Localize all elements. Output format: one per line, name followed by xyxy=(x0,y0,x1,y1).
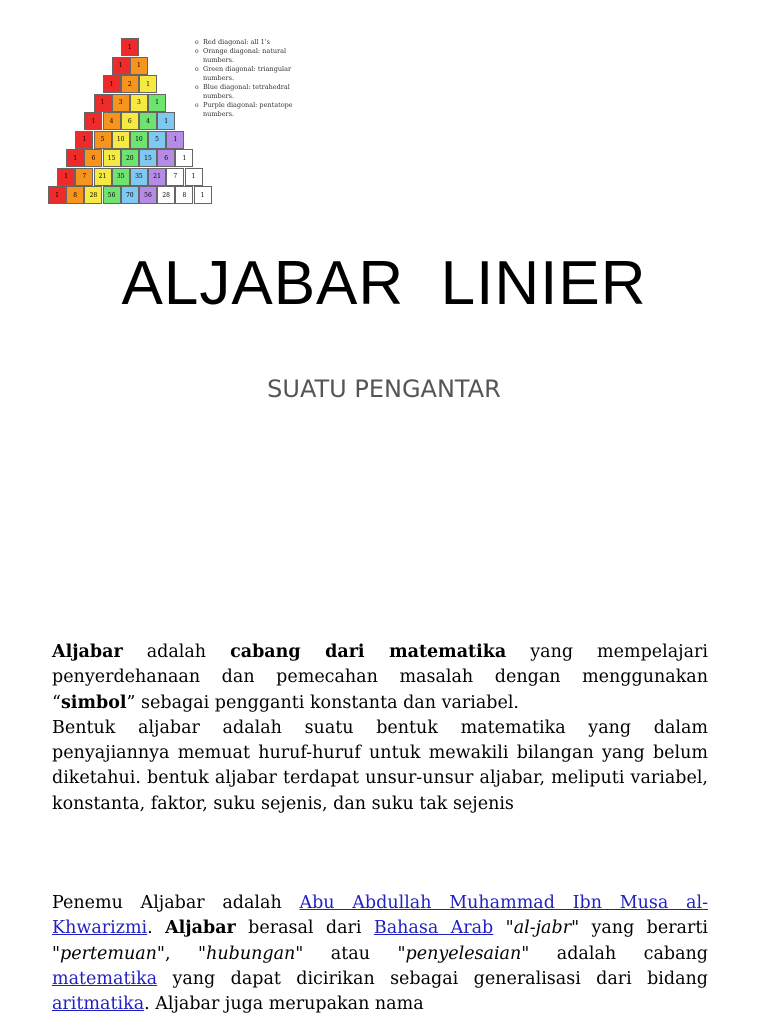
pascal-cell: 35 xyxy=(130,168,148,186)
pascal-cell: 6 xyxy=(121,112,139,130)
pascal-cell: 7 xyxy=(75,168,93,186)
term-aljabar: Aljabar xyxy=(52,642,123,662)
history-paragraph xyxy=(52,891,708,1017)
link-aritmatika[interactable]: aritmatika xyxy=(52,994,145,1015)
legend-item: o Red diagonal: all 1's xyxy=(195,38,305,47)
pascal-cell: 7 xyxy=(166,168,184,186)
pascal-cell: 3 xyxy=(130,94,148,112)
link-bahasa-arab[interactable]: Bahasa Arab xyxy=(373,918,494,939)
pascal-cell: 56 xyxy=(139,186,157,204)
pascal-cell: 10 xyxy=(112,131,130,149)
pascal-cell: 70 xyxy=(121,186,139,204)
pascal-cell: 10 xyxy=(130,131,148,149)
slide-subtitle: SUATU PENGANTAR xyxy=(267,375,501,403)
pascal-cell: 28 xyxy=(84,186,102,204)
text-span: ” sebagai pengganti konstanta dan variabel. xyxy=(126,692,519,713)
pascal-cell: 1 xyxy=(194,186,212,204)
text-span: yang dapat dicirikan sebagai generalisasi dari bidang xyxy=(157,968,708,989)
pascal-cell: 8 xyxy=(66,186,84,204)
pascal-cell: 4 xyxy=(139,112,157,130)
term-cabang: cabang dari matematika xyxy=(230,642,507,662)
text-span: , xyxy=(164,943,199,964)
text-span: . Aljabar juga merupakan nama xyxy=(144,994,424,1015)
pascal-cell: 20 xyxy=(121,149,139,167)
pascal-cell: 1 xyxy=(112,57,130,75)
legend-item: o Purple diagonal: pentatope numbers. xyxy=(195,101,305,119)
slide-title: ALJABAR LINIER xyxy=(121,249,647,318)
text-span: " xyxy=(493,918,514,939)
text-span: yang mempelajari penyerdehanaan dan pemecahan masalah dengan menggunakan “ xyxy=(52,642,708,713)
pascal-cell: 1 xyxy=(103,75,121,93)
pascal-cell: 5 xyxy=(148,131,166,149)
text-span: berasal dari xyxy=(235,918,374,939)
pascal-cell: 8 xyxy=(175,186,193,204)
pascal-cell: 1 xyxy=(175,149,193,167)
pascal-cell: 1 xyxy=(57,168,75,186)
term-aljabar-bold: Aljabar xyxy=(165,918,236,939)
pascal-cell: 1 xyxy=(185,168,203,186)
legend-item: o Blue diagonal: tetrahedral numbers. xyxy=(195,83,305,101)
pascal-cell: 1 xyxy=(148,94,166,112)
text-span: atau xyxy=(303,943,398,964)
term-penyelesaian: "penyelesaian" xyxy=(397,943,530,964)
term-simbol: simbol xyxy=(60,692,127,713)
pascal-cell: 21 xyxy=(148,168,166,186)
text-span: adalah xyxy=(122,642,231,662)
pascal-legend xyxy=(195,38,305,119)
term-pertemuan: "pertemuan" xyxy=(52,943,165,964)
pascal-cell: 1 xyxy=(121,38,139,56)
legend-item: o Orange diagonal: natural numbers. xyxy=(195,47,305,65)
pascal-cell: 2 xyxy=(121,75,139,93)
term-hubungan: "hubungan" xyxy=(198,943,304,964)
pascal-cell: 1 xyxy=(166,131,184,149)
pascal-cell: 6 xyxy=(157,149,175,167)
pascal-cell: 15 xyxy=(139,149,157,167)
pascal-cell: 3 xyxy=(112,94,130,112)
definition-paragraph xyxy=(52,640,708,817)
pascal-cell: 1 xyxy=(66,149,84,167)
pascal-cell: 1 xyxy=(157,112,175,130)
pascal-cell: 21 xyxy=(94,168,112,186)
text-span: " yang berarti xyxy=(571,918,708,939)
pascal-cell: 1 xyxy=(94,94,112,112)
text-span: adalah cabang xyxy=(529,943,708,964)
pascal-cell: 1 xyxy=(75,131,93,149)
term-al-jabr: al-jabr xyxy=(513,918,572,939)
legend-item: o Green diagonal: triangular numbers. xyxy=(195,65,305,83)
pascal-cell: 4 xyxy=(103,112,121,130)
pascal-cell: 1 xyxy=(84,112,102,130)
pascal-cell: 35 xyxy=(112,168,130,186)
pascal-cell: 56 xyxy=(103,186,121,204)
link-matematika[interactable]: matematika xyxy=(52,968,158,989)
pascal-cell: 6 xyxy=(84,149,102,167)
pascal-cell: 28 xyxy=(157,186,175,204)
pascal-cell: 1 xyxy=(130,57,148,75)
link-al-khwarizmi[interactable]: Abu Abdullah Muhammad Ibn Musa al-Khwarizmi xyxy=(52,893,708,939)
pascal-cell: 5 xyxy=(94,131,112,149)
pascal-cell: 1 xyxy=(139,75,157,93)
form-paragraph: Bentuk aljabar adalah suatu bentuk matematika yang dalam penyajiannya memuat huruf-huruf untuk mewakili bilangan yang belum diketahui. bentuk aljabar terdapat unsur-unsur aljabar, meliputi variabel, konstanta, faktor, suku sejenis, dan suku tak sejenis xyxy=(52,717,708,814)
pascal-cell: 15 xyxy=(103,149,121,167)
text-span: . xyxy=(147,918,166,939)
pascal-cell: 1 xyxy=(48,186,66,204)
text-span: Penemu Aljabar adalah xyxy=(52,893,300,913)
